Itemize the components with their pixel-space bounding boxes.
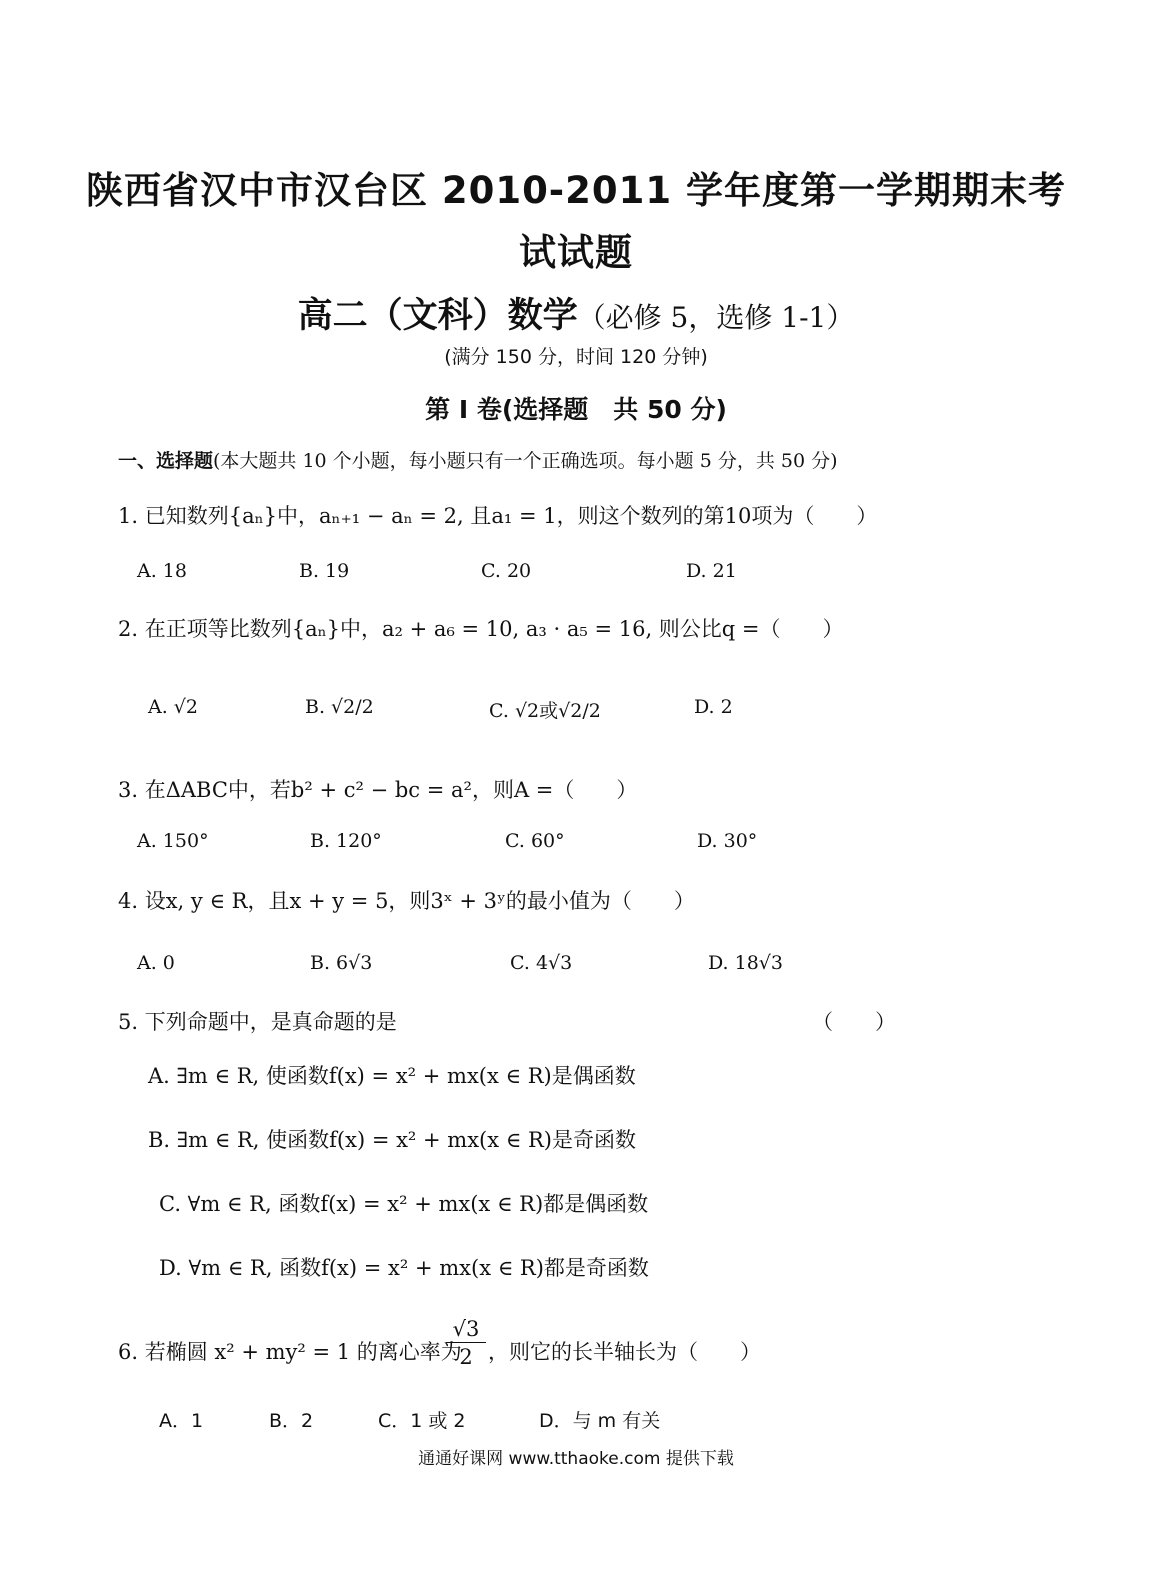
question-1-stem: 1. 已知数列{aₙ}中，aₙ₊₁ − aₙ = 2, 且a₁ = 1，则这个数列的第10项为（ ） <box>118 504 878 528</box>
q3-option-b: B. 120° <box>310 830 382 852</box>
question-6-stem-start: 6. 若椭圆 x² + my² = 1 的离心率为 <box>118 1340 462 1364</box>
q3-option-d: D. 30° <box>697 830 758 852</box>
q6-fraction-numerator: √3 <box>446 1316 486 1343</box>
question-6-stem-end: ，则它的长半轴长为（ ） <box>488 1340 761 1364</box>
subtitle <box>0 288 1152 338</box>
q1-option-d: D. 21 <box>686 560 737 582</box>
question-4-stem: 4. 设x, y ∈ R，且x + y = 5，则3ˣ + 3ʸ的最小值为（ ） <box>118 889 695 913</box>
q5-option-d: D. ∀m ∈ R, 函数f(x) = x² + mx(x ∈ R)都是奇函数 <box>159 1256 649 1280</box>
title-line-1: 陕西省汉中市汉台区 2010-2011 学年度第一学期期末考 <box>85 169 1067 212</box>
q3-option-c: C. 60° <box>505 830 565 852</box>
title-line-2: 试试题 <box>519 231 633 274</box>
q5-option-a: A. ∃m ∈ R, 使函数f(x) = x² + mx(x ∈ R)是偶函数 <box>148 1064 636 1088</box>
q2-option-c: C. √2或√2/2 <box>489 700 601 722</box>
q4-option-c: C. 4√3 <box>510 952 573 974</box>
q6-fraction-denominator: 2 <box>459 1345 473 1369</box>
q5-option-c: C. ∀m ∈ R, 函数f(x) = x² + mx(x ∈ R)都是偶函数 <box>159 1192 649 1216</box>
q6-option-a: A．1 <box>159 1410 204 1432</box>
subtitle-note: （必修 5，选修 1-1） <box>577 301 855 334</box>
question-5-stem: 5. 下列命题中，是真命题的是 <box>118 1010 397 1034</box>
subtitle-main: 高二（文科）数学 <box>297 296 578 336</box>
part-title: 第 I 卷(选择题 共 50 分) <box>425 395 727 424</box>
q4-option-d: D. 18√3 <box>708 952 784 974</box>
section-heading <box>118 446 838 473</box>
q4-option-b: B. 6√3 <box>310 952 373 974</box>
q3-option-a: A. 150° <box>137 830 209 852</box>
q2-option-d: D. 2 <box>694 696 733 718</box>
exam-meta: (满分 150 分，时间 120 分钟) <box>444 346 708 368</box>
q6-option-c: C．1 或 2 <box>378 1410 466 1432</box>
q6-option-d: D．与 m 有关 <box>539 1410 661 1432</box>
section-label: 一、选择题 <box>118 450 214 472</box>
q6-option-b: B．2 <box>269 1410 314 1432</box>
q2-option-b: B. √2/2 <box>305 696 374 718</box>
question-2-stem: 2. 在正项等比数列{aₙ}中，a₂ + a₆ = 10, a₃ · a₅ = 16, 则公比q =（ ） <box>118 617 844 641</box>
q6-fraction <box>446 1316 486 1371</box>
q4-option-a: A. 0 <box>137 952 175 974</box>
q2-option-a: A. √2 <box>148 696 198 718</box>
q5-option-b: B. ∃m ∈ R, 使函数f(x) = x² + mx(x ∈ R)是奇函数 <box>148 1128 636 1152</box>
q1-option-c: C. 20 <box>481 560 532 582</box>
question-5-answer-paren: （ ） <box>812 1010 896 1034</box>
question-3-stem: 3. 在ΔABC中，若b² + c² − bc = a²，则A =（ ） <box>118 778 638 802</box>
q1-option-a: A. 18 <box>137 560 187 582</box>
q1-option-b: B. 19 <box>299 560 350 582</box>
footer-source: 通通好课网 www.tthaoke.com 提供下载 <box>418 1449 734 1469</box>
section-note: (本大题共 10 个小题，每小题只有一个正确选项。每小题 5 分，共 50 分) <box>213 450 838 472</box>
